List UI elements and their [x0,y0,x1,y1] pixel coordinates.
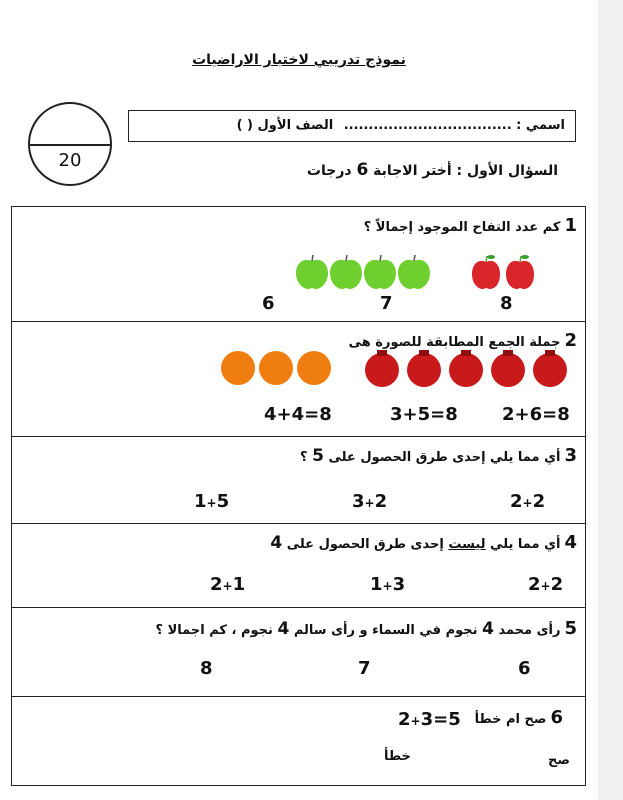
option-1-b[interactable]: 7 [380,293,393,314]
pomegranate-icon [365,350,399,387]
question-6-text [475,707,563,728]
section-heading [307,160,558,180]
section-points: 6 [356,160,369,180]
question-number: 6 [550,707,563,728]
question-prompt: جملة الجمع المطابقة للصورة هى [348,335,561,350]
option-4-b[interactable]: 1+3 [370,574,406,595]
orange-icon [297,351,331,385]
class-label: الصف الأول ( ) [236,118,334,133]
question-number-1: 4 [482,619,494,639]
green-apple-icon [398,255,430,289]
page-title: نموذج تدريبي لاختبار الاراضيات [192,52,406,68]
oranges-image [220,350,334,386]
question-3-text [300,445,577,466]
question-underlined-word: ليست [448,537,486,552]
question-2-box [11,321,586,437]
orange-icon [221,351,255,385]
pomegranate-icon [407,350,441,387]
option-3-b[interactable]: 3+2 [352,491,388,512]
question-number: 5 [564,618,577,639]
option-true[interactable]: صح [548,753,570,768]
option-1-c[interactable]: 6 [262,293,275,314]
question-5-box [11,607,586,697]
red-apple-icon [472,255,500,289]
question-prompt-end: نجوم ، كم اجمالا ؟ [155,623,273,638]
green-apple-icon [364,255,396,289]
section-suffix: درجات [306,163,352,179]
question-target: 5 [312,446,324,466]
pomegranates-image [362,348,578,388]
section-prefix: السؤال الأول : أختر الاجابة [373,163,558,179]
question-mark: ؟ [300,450,308,465]
pomegranate-icon [533,350,567,387]
option-false[interactable]: خطأ [384,749,411,764]
green-apples-image [294,253,444,293]
question-4-box [11,523,586,608]
option-3-a[interactable]: 2+2 [510,491,546,512]
question-prompt: صح ام خطأ [474,712,547,727]
score-circle [28,102,112,186]
question-prompt-middle: إحدى طرق الحصول على [286,537,444,552]
option-1-a[interactable]: 8 [500,293,513,314]
score-total: 20 [58,150,82,171]
option-5-c[interactable]: 8 [200,658,213,679]
question-prompt: كم عدد التفاح الموجود إجمالاً ؟ [363,220,561,235]
question-number: 2 [564,330,577,351]
option-4-a[interactable]: 2+2 [528,574,564,595]
question-number-2: 4 [277,619,290,639]
name-label: اسمي : .................................. [343,118,565,133]
question-number: 4 [564,532,577,553]
name-box [128,110,576,142]
option-2-b[interactable]: 3+5=8 [390,404,458,425]
option-3-c[interactable]: 1+5 [194,491,230,512]
option-4-c[interactable]: 2+1 [210,574,246,595]
score-divider [30,144,110,146]
question-prompt-middle: نجوم في السماء و رأى سالم [293,623,478,638]
option-2-a[interactable]: 2+6=8 [502,404,570,425]
question-5-text [156,618,577,639]
green-apple-icon [296,255,328,289]
question-number: 3 [564,445,577,466]
question-6-box [11,696,586,786]
green-apple-icon [330,255,362,289]
question-3-box [11,436,586,524]
question-number: 1 [564,215,577,236]
pomegranate-icon [449,350,483,387]
red-apples-image [470,253,540,293]
question-1-text [364,215,577,236]
equation: 2+3=5 [398,709,461,730]
orange-icon [259,351,293,385]
question-prompt: أي مما يلي [490,537,561,552]
red-apple-icon [506,255,534,289]
question-prompt: رأى محمد [498,623,561,638]
pomegranate-icon [491,350,525,387]
question-1-box [11,206,586,322]
question-4-text [270,532,577,553]
option-5-a[interactable]: 6 [518,658,531,679]
option-5-b[interactable]: 7 [358,658,371,679]
option-2-c[interactable]: 4+4=8 [264,404,332,425]
question-prompt: أي مما يلي إحدى طرق الحصول على [328,450,561,465]
question-target: 4 [270,533,283,553]
